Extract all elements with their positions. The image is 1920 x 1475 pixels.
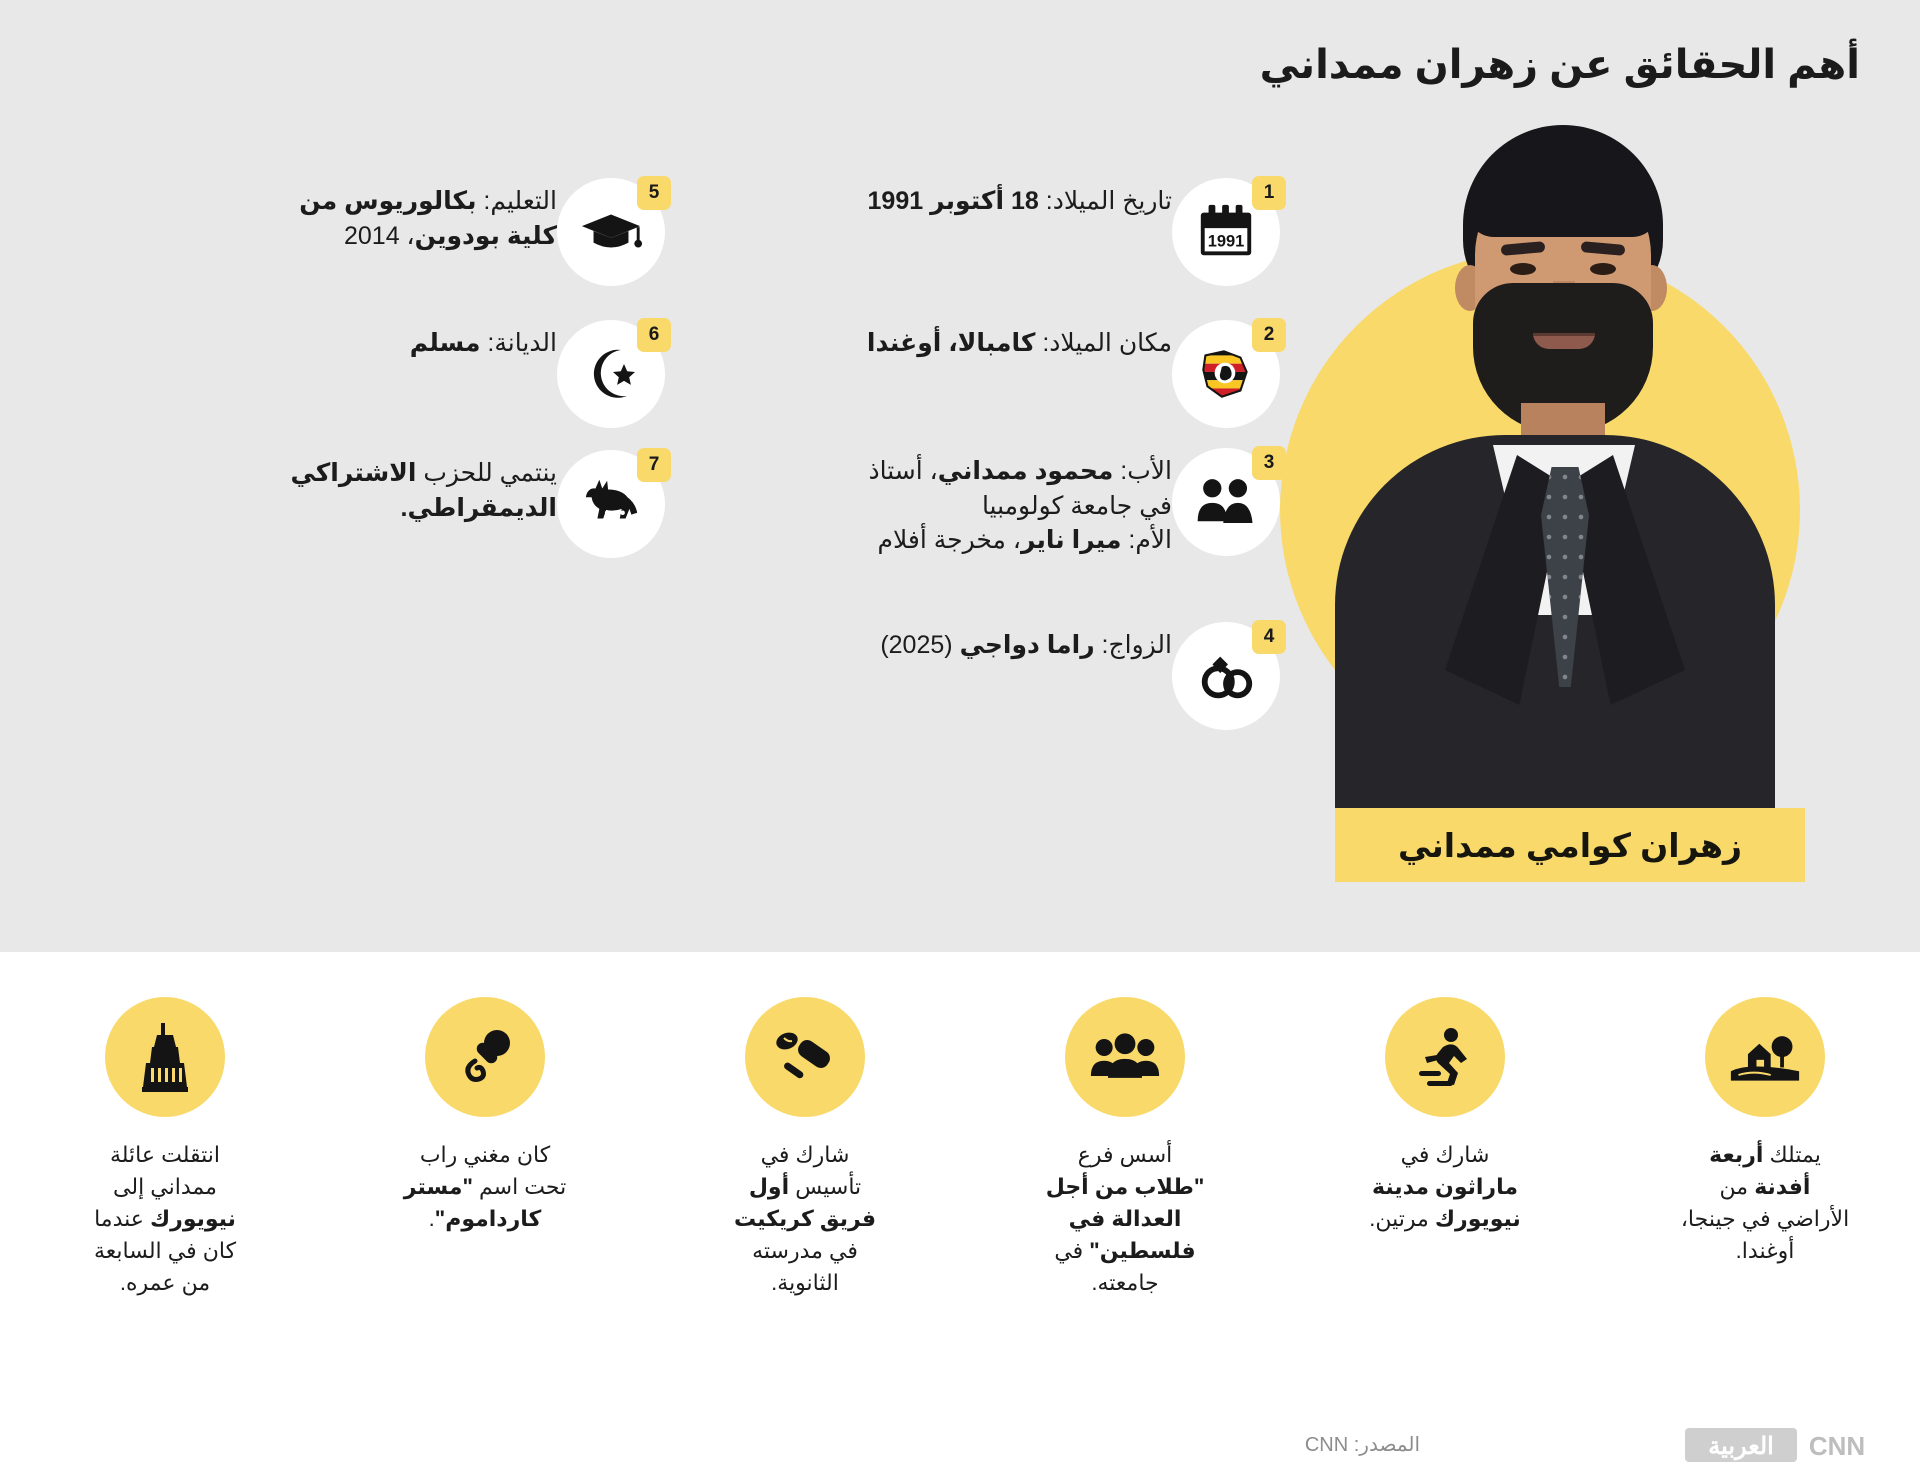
svg-text:العربية: العربية (1708, 1433, 1774, 1460)
microphone-icon (425, 997, 545, 1117)
name-plate: زهران كوامي ممداني (1335, 808, 1805, 882)
fact-text: ينتمي للحزب الاشتراكي الديمقراطي. (290, 459, 557, 522)
cricket-bat-ball-icon (745, 997, 865, 1117)
crescent-star-icon (557, 320, 665, 428)
fact-row (245, 178, 665, 286)
list-item (1640, 997, 1890, 1298)
uganda-map-flag-icon (1172, 320, 1280, 428)
people-group-icon (1065, 997, 1185, 1117)
cnn-arabic-logo (1685, 1425, 1875, 1465)
city-building-icon (105, 997, 225, 1117)
fact-badge-number: 4 (1252, 620, 1286, 654)
list-item (1320, 997, 1570, 1298)
fact-text: الأب: محمود ممداني، أستاذ في جامعة كولومبيا الأم: ميرا ناير، مخرجة أفلام (868, 457, 1172, 554)
fact-badge-number: 3 (1252, 446, 1286, 480)
calendar-1991-icon (1172, 178, 1280, 286)
fact-row (245, 320, 665, 428)
list-item (40, 997, 290, 1298)
fact-row (245, 450, 665, 558)
page-title: أهم الحقائق عن زهران ممداني (1259, 43, 1860, 87)
fact-row (770, 178, 1280, 286)
democratic-donkey-icon (557, 450, 665, 558)
fact-badge-number: 1 (1252, 176, 1286, 210)
graduation-cap-icon (557, 178, 665, 286)
fact-text: الديانة: مسلم (409, 329, 557, 357)
svg-text:CNN: CNN (1808, 1431, 1866, 1461)
list-item-text: أسس فرع "طلاب من أجل العدالة في فلسطين" في جامعته. (1045, 1142, 1205, 1295)
fact-badge-number: 2 (1252, 318, 1286, 352)
fact-text: التعليم: بكالوريوس من كلية بودوين، 2014 (299, 187, 557, 250)
list-item-text: كان مغني راب تحت اسم "مستر كارداموم". (403, 1142, 567, 1231)
list-item (360, 997, 610, 1298)
fact-badge-number: 5 (637, 176, 671, 210)
portrait-block (1240, 115, 1860, 905)
fact-text: تاريخ الميلاد: 18 أكتوبر 1991 (867, 187, 1172, 215)
bottom-fact-list (40, 997, 1890, 1298)
wedding-rings-icon (1172, 622, 1280, 730)
list-item-text: شارك في ماراثون مدينة نيويورك مرتين. (1369, 1142, 1521, 1231)
list-item (1000, 997, 1250, 1298)
runner-icon (1385, 997, 1505, 1117)
fact-badge-number: 7 (637, 448, 671, 482)
fact-text: الزواج: راما دواجي (2025) (880, 631, 1172, 659)
fact-text: مكان الميلاد: كامبالا، أوغندا (866, 329, 1172, 357)
bottom-panel (0, 952, 1920, 1475)
source-label: المصدر: CNN (1304, 1434, 1420, 1456)
list-item (680, 997, 930, 1298)
fact-row (770, 622, 1280, 730)
portrait-photo (1315, 115, 1785, 815)
list-item-text: يمتلك أربعة أفدنة من الأراضي في جينجا، أوغندا. (1680, 1142, 1850, 1263)
farmland-house-icon (1705, 997, 1825, 1117)
fact-row (770, 320, 1280, 428)
fact-badge-number: 6 (637, 318, 671, 352)
parents-couple-icon (1172, 448, 1280, 556)
list-item-text: شارك في تأسيس أول فريق كريكيت في مدرسته الثانوية. (733, 1142, 877, 1295)
svg-text:1991: 1991 (1207, 232, 1245, 251)
fact-row (770, 448, 1280, 558)
list-item-text: انتقلت عائلة ممداني إلى نيويورك عندما كان في السابعة من عمره. (93, 1142, 237, 1295)
